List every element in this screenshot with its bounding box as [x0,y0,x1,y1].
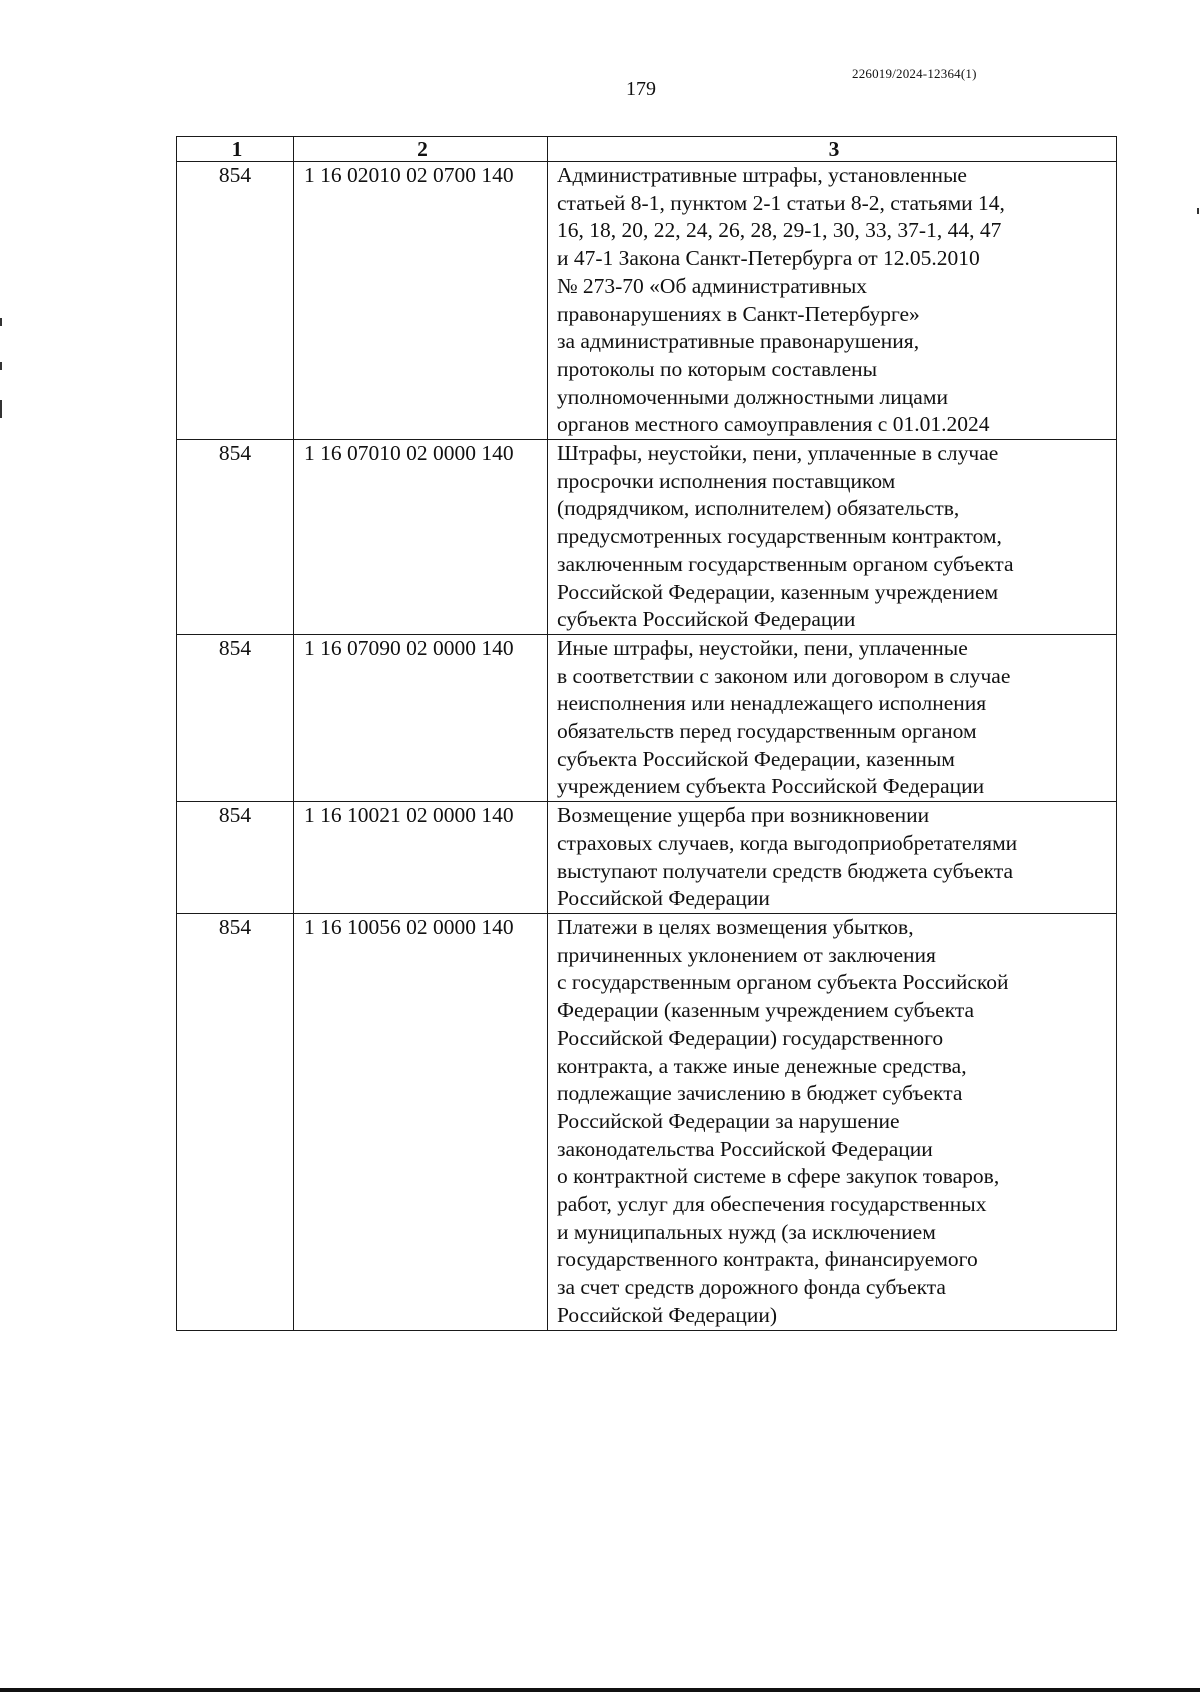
admin-code-cell: 854 [177,440,294,635]
income-code-cell: 1 16 07090 02 0000 140 [294,634,548,801]
scan-edge-mark [0,362,2,370]
table-row [177,802,1117,914]
description-line: Возмещение ущерба при возникновении [557,803,930,828]
description-line: неисполнения или ненадлежащего исполнения [557,691,987,716]
description-line: о контрактной системе в сфере закупок товаров, [557,1164,1000,1189]
table-row [177,440,1117,635]
description-line: Российской Федерации [557,886,770,911]
income-code-cell: 1 16 10056 02 0000 140 [294,913,548,1330]
description-line: выступают получатели средств бюджета субъекта [557,858,1014,883]
column-header-1: 1 [177,137,294,162]
description-line: 16, 18, 20, 22, 24, 26, 28, 29-1, 30, 33, 37-1, 44, 47 [557,218,1002,243]
description-line: просрочки исполнения поставщиком [557,468,896,493]
description-line: Федерации (казенным учреждением субъекта [557,998,975,1023]
description-line: Российской Федерации) государственного [557,1025,944,1050]
income-codes-table [176,136,1117,1331]
income-code-cell: 1 16 07010 02 0000 140 [294,440,548,635]
description-line: в соответствии с законом или договором в случае [557,663,1011,688]
description-line: за счет средств дорожного фонда субъекта [557,1275,946,1300]
description-cell [548,162,1117,440]
description-line: и 47-1 Закона Санкт-Петербурга от 12.05.2010 [557,246,980,271]
admin-code-cell: 854 [177,802,294,914]
description-line: № 273-70 «Об административных [557,273,868,298]
description-line: субъекта Российской Федерации [557,607,856,632]
admin-code-cell: 854 [177,162,294,440]
description-line: законодательства Российской Федерации [557,1136,933,1161]
description-line: Российской Федерации) [557,1302,778,1327]
description-line: (подрядчиком, исполнителем) обязательств, [557,496,960,521]
column-header-2: 2 [294,137,548,162]
description-line: уполномоченными должностными лицами [557,384,948,409]
description-line: и муниципальных нужд (за исключением [557,1219,936,1244]
description-cell [548,913,1117,1330]
scan-edge-mark [0,400,2,418]
description-line: правонарушениях в Санкт-Петербурге» [557,301,920,326]
scan-bottom-edge [0,1688,1200,1692]
admin-code-cell: 854 [177,913,294,1330]
description-line: предусмотренных государственным контрактом, [557,524,1002,549]
description-line: за административные правонарушения, [557,329,920,354]
description-line: Штрафы, неустойки, пени, уплаченные в случае [557,441,999,466]
description-line: статьей 8-1, пунктом 2-1 статьи 8-2, статьями 14, [557,190,1005,215]
description-line: учреждением субъекта Российской Федерации [557,774,985,799]
description-line: с государственным органом субъекта Российской [557,970,1009,995]
description-line: обязательств перед государственным органом [557,719,977,744]
table-row [177,162,1117,440]
table-body [177,162,1117,1331]
income-code-cell: 1 16 02010 02 0700 140 [294,162,548,440]
scan-edge-mark [1197,208,1199,214]
description-line: страховых случаев, когда выгодоприобретателями [557,830,1018,855]
description-line: Платежи в целях возмещения убытков, [557,914,914,939]
description-line: причиненных уклонением от заключения [557,942,936,967]
description-line: субъекта Российской Федерации, казенным [557,746,955,771]
column-header-3: 3 [548,137,1117,162]
table-row [177,634,1117,801]
description-line: контракта, а также иные денежные средства, [557,1053,967,1078]
description-line: органов местного самоуправления с 01.01.2024 [557,412,990,437]
admin-code-cell: 854 [177,634,294,801]
income-code-cell: 1 16 10021 02 0000 140 [294,802,548,914]
document-id: 226019/2024-12364(1) [852,66,977,81]
page-number: 179 [626,78,656,100]
description-line: заключенным государственным органом субъекта [557,551,1014,576]
table-header-row [177,137,1117,162]
description-line: Российской Федерации за нарушение [557,1108,900,1133]
description-cell [548,802,1117,914]
description-line: подлежащие зачислению в бюджет субъекта [557,1081,963,1106]
description-line: государственного контракта, финансируемого [557,1247,978,1272]
description-line: работ, услуг для обеспечения государственных [557,1192,987,1217]
scan-edge-mark [0,318,2,326]
description-line: Административные штрафы, установленные [557,163,967,187]
description-line: Иные штрафы, неустойки, пени, уплаченные [557,635,968,660]
description-line: Российской Федерации, казенным учреждением [557,579,999,604]
table-row [177,913,1117,1330]
description-cell [548,440,1117,635]
description-cell [548,634,1117,801]
description-line: протоколы по которым составлены [557,356,878,381]
